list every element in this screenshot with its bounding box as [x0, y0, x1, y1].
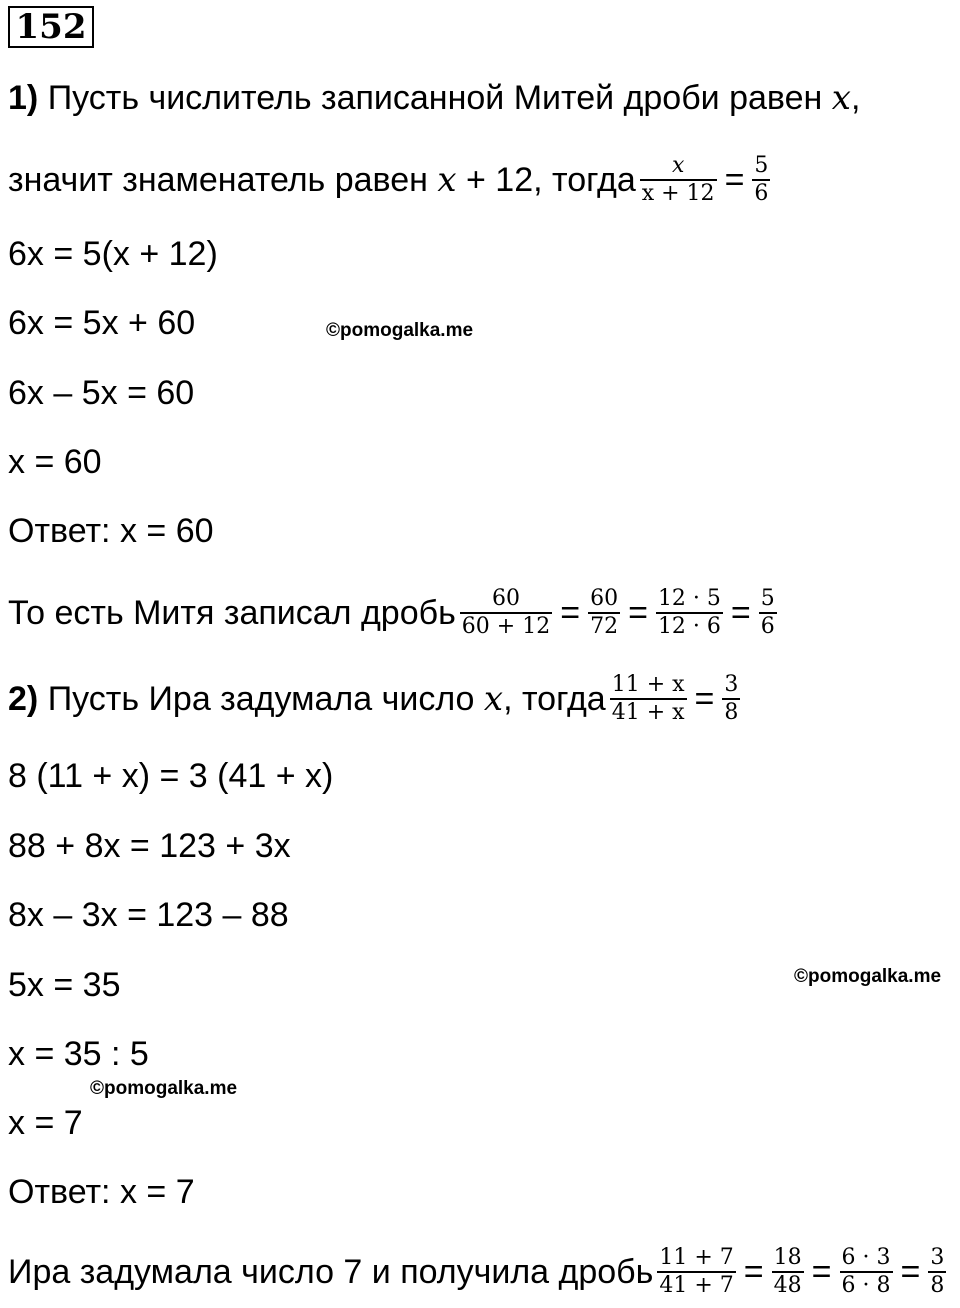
part2-step3: 8x – 3x = 123 – 88 [8, 896, 289, 934]
part2-step2: 88 + 8x = 123 + 3x [8, 827, 291, 865]
fraction [752, 153, 770, 207]
fraction-denominator: x + 12 [641, 181, 715, 206]
part2-label: 2) [8, 680, 39, 718]
equals-sign: = [560, 594, 581, 632]
part2-step5: x = 35 : 5 [8, 1035, 149, 1073]
part2-intro-end: , тогда [503, 680, 606, 718]
fraction-denominator: 8 [930, 1273, 945, 1298]
answer-label: Ответ: [8, 1173, 111, 1211]
part1-step4: x = 60 [8, 443, 102, 481]
part2-step6: x = 7 [8, 1104, 83, 1142]
answer-value: x = 7 [119, 1173, 195, 1211]
equals-sign: = [694, 680, 715, 718]
part1-var: x [831, 78, 851, 118]
part2-var: x [483, 679, 504, 719]
fraction-denominator: 6 [760, 614, 775, 639]
part1-step2: 6x = 5x + 60 [8, 304, 196, 342]
watermark: ©pomogalka.me [794, 966, 942, 987]
conclusion-text: То есть Митя записал дробь [8, 594, 456, 632]
fraction-numerator: 3 [930, 1245, 945, 1270]
part1-line2-var: x [437, 160, 457, 200]
answer-value: x = 60 [119, 512, 214, 550]
part2-intro-text: Пусть Ира задумала число [47, 680, 475, 718]
fraction [657, 1245, 735, 1299]
fraction-numerator: 3 [724, 672, 739, 697]
part1-intro-end: , [850, 79, 861, 117]
fraction-numerator: 60 [590, 586, 619, 611]
fraction [460, 586, 552, 640]
part2-intro [8, 666, 744, 732]
fraction-denominator: 6 · 8 [841, 1273, 891, 1298]
equals-sign: = [811, 1253, 832, 1291]
fraction-numerator: 12 · 5 [657, 586, 721, 611]
conclusion-text: Ира задумала число 7 и получила дробь [8, 1253, 654, 1291]
equals-sign: = [743, 1253, 764, 1291]
fraction [640, 153, 717, 207]
fraction-denominator: 12 · 6 [657, 614, 721, 639]
fraction [656, 586, 723, 640]
part1-conclusion [8, 580, 781, 646]
part1-step1: 6x = 5(x + 12) [8, 235, 218, 273]
problem-number: 152 [8, 6, 94, 48]
fraction-denominator: 48 [773, 1273, 802, 1298]
equals-sign: = [724, 161, 745, 199]
fraction-denominator: 41 + 7 [659, 1273, 734, 1298]
fraction-denominator: 41 + x [611, 700, 685, 725]
watermark: ©pomogalka.me [326, 320, 474, 341]
fraction-denominator: 8 [724, 700, 739, 725]
equals-sign: = [900, 1253, 921, 1291]
part1-line2-text: значит знаменатель равен [8, 161, 428, 199]
part1-line2-plus: + 12, тогда [466, 161, 636, 199]
fraction-numerator: x [671, 153, 685, 178]
fraction [588, 586, 620, 640]
part1-label: 1) [8, 79, 39, 117]
part2-conclusion [8, 1238, 950, 1306]
part1-answer [8, 511, 214, 551]
equals-sign: = [730, 594, 751, 632]
equals-sign: = [628, 594, 648, 632]
part2-step1: 8 (11 + x) = 3 (41 + x) [8, 757, 334, 795]
fraction-numerator: 5 [760, 586, 775, 611]
part1-intro [8, 78, 860, 118]
fraction [722, 672, 740, 726]
fraction [772, 1245, 804, 1299]
answer-label: Ответ: [8, 512, 111, 550]
fraction-denominator: 6 [754, 181, 769, 206]
fraction-numerator: 11 + x [611, 672, 685, 697]
fraction-denominator: 60 + 12 [461, 614, 551, 639]
watermark: ©pomogalka.me [90, 1078, 238, 1099]
fraction [928, 1245, 946, 1299]
fraction [759, 586, 777, 640]
fraction-numerator: 6 · 3 [841, 1245, 891, 1270]
part1-line2 [8, 150, 774, 210]
part1-step3: 6x – 5x = 60 [8, 374, 195, 412]
part2-answer [8, 1172, 195, 1212]
part2-step4: 5x = 35 [8, 966, 121, 1004]
fraction-numerator: 60 [492, 586, 520, 611]
fraction [840, 1245, 893, 1299]
fraction-numerator: 11 + 7 [659, 1245, 734, 1270]
fraction-denominator: 72 [590, 614, 619, 639]
fraction-numerator: 18 [773, 1245, 802, 1270]
part1-intro-text: Пусть числитель записанной Митей дроби равен [47, 79, 823, 117]
fraction [610, 672, 687, 726]
fraction-numerator: 5 [754, 153, 769, 178]
